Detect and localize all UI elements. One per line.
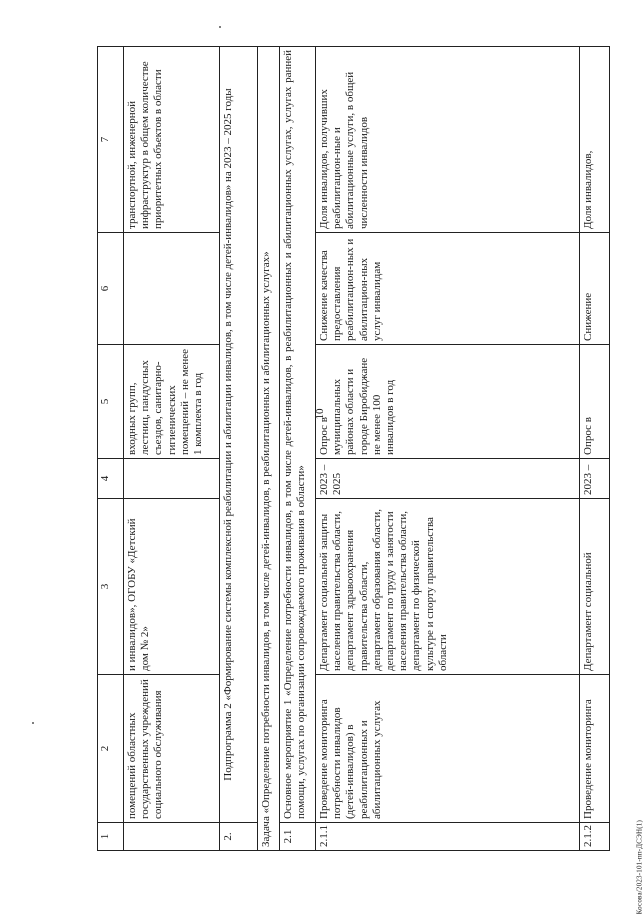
- cell-period: 2023 – 2025: [316, 459, 580, 499]
- table-row: [316, 47, 580, 851]
- task-title: Задача «Определение потребности инвалидов, в том числе детей-инвалидов, в реабилитационных и абилитационных услугах»: [258, 47, 280, 851]
- cell-consequence: Снижение качества предоставления реабилитацион-ных и абилитацион-ных услуг инвалидам: [316, 233, 580, 345]
- cell-consequence: Снижение: [580, 233, 610, 345]
- column-number: 7: [98, 47, 124, 233]
- column-number: 4: [98, 459, 124, 499]
- scan-speck: [32, 722, 34, 724]
- column-number: 1: [98, 823, 124, 851]
- subprogram-number: 2.: [220, 823, 258, 851]
- cell-result: входных групп, лестниц, пандусных съездов, санитарно-гигиенических помещений – не менее 1 комплекта в год: [124, 345, 220, 459]
- cell-measure-name: Проведение мониторинга: [580, 675, 610, 823]
- rotated-table-container: [97, 47, 611, 851]
- column-number-row: [98, 47, 124, 851]
- page-number: 10: [313, 408, 326, 420]
- scan-speck: [219, 26, 221, 28]
- program-measures-table: [97, 46, 610, 851]
- cell-executor: и инвалидов», ОГОБУ «Детский дом № 2»: [124, 499, 220, 675]
- cell-result: Опрос в муниципальных районах области и городе Биробиджане не менее 100 инвалидов в год: [316, 345, 580, 459]
- row-number: 2.1.2: [580, 823, 610, 851]
- task-row: [258, 47, 280, 851]
- cell-period: 2023 –: [580, 459, 610, 499]
- main-event-number: 2.1: [280, 823, 316, 851]
- subprogram-title: Подпрограмма 2 «Формирование системы комплексной реабилитации и абилитации инвалидов, в том числе детей-инвалидов» на 2023 – 2025 годы: [220, 47, 258, 823]
- table-row: [580, 47, 610, 851]
- cell-indicator: Доля инвалидов,: [580, 47, 610, 233]
- row-number: 2.1.1: [316, 823, 580, 851]
- column-number: 5: [98, 345, 124, 459]
- cell-result: Опрос в: [580, 345, 610, 459]
- main-event-row: [280, 47, 316, 851]
- cell-indicator: транспортной, инженерной инфраструктур в общем количестве приоритетных объектов в области: [124, 47, 220, 233]
- main-event-title: Основное мероприятие 1 «Определение потребности инвалидов, в том числе детей-инвалидов, в реабилитационных и абилитационных услугах, услугах ранней помощи, услугах по организации сопровождаемого проживания в области»: [280, 47, 316, 823]
- column-number: 2: [98, 675, 124, 823]
- table-row: [124, 47, 220, 851]
- cell-measure-name: Проведение мониторинга потребности инвалидов (детей-инвалидов) в реабилитационных и абилитационных услугах: [316, 675, 580, 823]
- cell-executor: Департамент социальной: [580, 499, 610, 675]
- subprogram-row: [220, 47, 258, 851]
- document-footer-code: Косова/2023-101-пп-ДСЭН(1): [635, 820, 643, 914]
- column-number: 3: [98, 499, 124, 675]
- cell-indicator: Доля инвалидов, получивших реабилитацион-ные и абилитационные услуги, в общей численности инвалидов: [316, 47, 580, 233]
- cell-measure-name: помещений областных государственных учреждений социального обслуживания: [124, 675, 220, 823]
- column-number: 6: [98, 233, 124, 345]
- cell-executor: Департамент социальной защиты населения правительства области, департамент здравоохранения правительства области, департамент образования области, департамент по труду и занятости населения правительства области, департамент по физической культуре и спорту правительства области: [316, 499, 580, 675]
